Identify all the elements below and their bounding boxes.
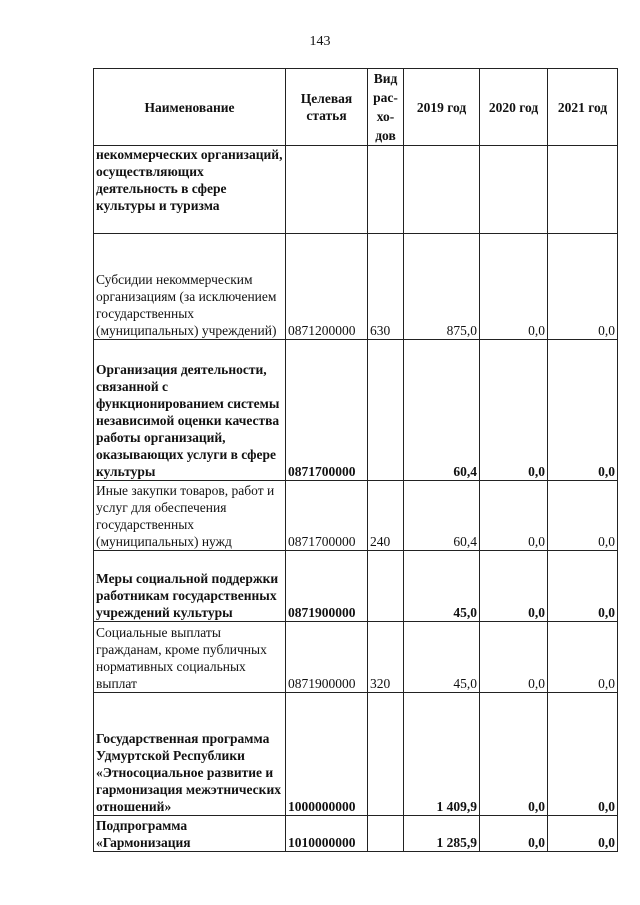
- row-name-cell: Организация деятельности, связанной с функционированием системы независимой оценки качества работы организаций, оказывающих услуги в сфере культуры: [94, 340, 286, 481]
- row-2019-cell: [404, 146, 480, 234]
- row-2020-cell: 0,0: [480, 234, 548, 340]
- row-target-cell: 0871700000: [286, 481, 368, 551]
- row-2021-cell: 0,0: [548, 481, 618, 551]
- row-vid-cell: 320: [368, 622, 404, 693]
- row-target-cell: 1010000000: [286, 816, 368, 852]
- row-vid-cell: [368, 340, 404, 481]
- row-target-cell: [286, 146, 368, 234]
- header-target: Целевая статья: [286, 69, 368, 146]
- budget-table: [93, 68, 618, 852]
- row-2019-cell: 875,0: [404, 234, 480, 340]
- header-2020: 2020 год: [480, 69, 548, 146]
- row-vid-cell: [368, 146, 404, 234]
- row-target-cell: 0871200000: [286, 234, 368, 340]
- row-vid-cell: 240: [368, 481, 404, 551]
- row-2019-cell: 1 285,9: [404, 816, 480, 852]
- table-row: [94, 816, 618, 852]
- table-row: [94, 622, 618, 693]
- row-2019-cell: 60,4: [404, 481, 480, 551]
- row-2020-cell: 0,0: [480, 622, 548, 693]
- table-row: [94, 693, 618, 816]
- row-2021-cell: 0,0: [548, 816, 618, 852]
- row-name-cell: Меры социальной поддержки работникам государственных учреждений культуры: [94, 551, 286, 622]
- row-vid-cell: [368, 816, 404, 852]
- header-2019: 2019 год: [404, 69, 480, 146]
- header-vid-line: дов: [375, 128, 396, 143]
- header-vid-line: Вид: [373, 71, 398, 86]
- row-name-cell: Социальные выплаты гражданам, кроме публичных нормативных социальных выплат: [94, 622, 286, 693]
- row-vid-cell: [368, 693, 404, 816]
- row-target-cell: 0871900000: [286, 551, 368, 622]
- row-name-cell: Иные закупки товаров, работ и услуг для обеспечения государственных (муниципальных) нужд: [94, 481, 286, 551]
- row-target-cell: 1000000000: [286, 693, 368, 816]
- row-vid-cell: [368, 551, 404, 622]
- row-name-cell: Субсидии некоммерческим организациям (за исключением государственных (муниципальных) учреждений): [94, 234, 286, 340]
- row-2021-cell: 0,0: [548, 234, 618, 340]
- row-name-cell: некоммерческих организаций, осуществляющих деятельность в сфере культуры и туризма: [94, 146, 286, 234]
- table-row: [94, 234, 618, 340]
- row-2021-cell: 0,0: [548, 551, 618, 622]
- row-2021-cell: 0,0: [548, 622, 618, 693]
- table-row: [94, 481, 618, 551]
- page-number: 143: [309, 34, 331, 49]
- row-2021-cell: 0,0: [548, 693, 618, 816]
- header-vid-line: рас-: [373, 90, 398, 105]
- row-2019-cell: 1 409,9: [404, 693, 480, 816]
- header-2021: 2021 год: [548, 69, 618, 146]
- header-vid-line: хо-: [376, 109, 395, 124]
- row-vid-cell: 630: [368, 234, 404, 340]
- row-name-cell: Государственная программа Удмуртской Республики «Этносоциальное развитие и гармонизация межэтнических отношений»: [94, 693, 286, 816]
- header-name: Наименование: [94, 69, 286, 146]
- row-2020-cell: [480, 146, 548, 234]
- row-2021-cell: 0,0: [548, 340, 618, 481]
- row-2019-cell: 45,0: [404, 551, 480, 622]
- row-2020-cell: 0,0: [480, 816, 548, 852]
- row-2019-cell: 60,4: [404, 340, 480, 481]
- row-2021-cell: [548, 146, 618, 234]
- row-2020-cell: 0,0: [480, 481, 548, 551]
- row-2020-cell: 0,0: [480, 551, 548, 622]
- header-vid: [368, 69, 404, 146]
- table-row: [94, 551, 618, 622]
- table-row: [94, 146, 618, 234]
- row-name-cell: Подпрограмма «Гармонизация: [94, 816, 286, 852]
- table-row: [94, 340, 618, 481]
- row-target-cell: 0871700000: [286, 340, 368, 481]
- row-2020-cell: 0,0: [480, 340, 548, 481]
- header-row: [94, 69, 618, 146]
- row-2020-cell: 0,0: [480, 693, 548, 816]
- row-target-cell: 0871900000: [286, 622, 368, 693]
- row-2019-cell: 45,0: [404, 622, 480, 693]
